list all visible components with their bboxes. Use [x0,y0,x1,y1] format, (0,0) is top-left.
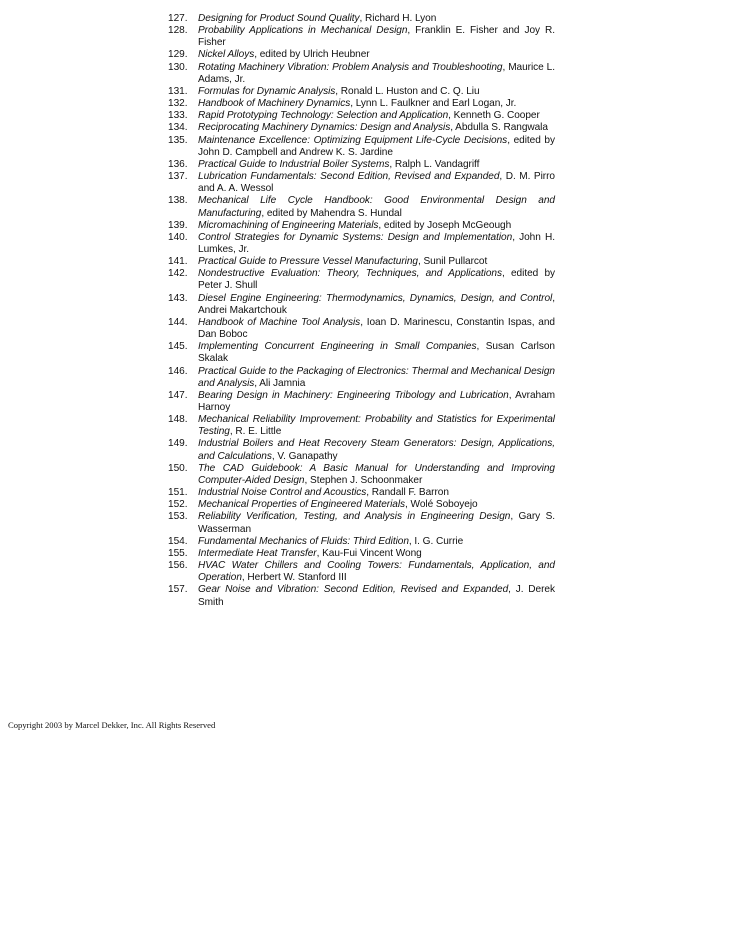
book-authors: , John H. Lumkes, Jr. [198,231,555,255]
book-title: Implementing Concurrent Engineering in Small Companies [198,341,477,353]
book-title: Reciprocating Machinery Dynamics: Design and Analysis [198,122,451,134]
book-authors: , Ralph L. Vandagriff [389,158,480,170]
list-item [163,341,555,365]
entry-number: 136. [168,158,188,170]
book-series-list [163,13,555,609]
book-authors: , Herbert W. Stanford III [241,572,347,584]
book-title: Maintenance Excellence: Optimizing Equipment Life-Cycle Decisions [198,134,508,146]
list-item [163,256,555,268]
book-authors: , Randall F. Barron [366,487,449,499]
list-item [163,135,555,159]
list-item [163,25,555,49]
copyright-notice: Copyright 2003 by Marcel Dekker, Inc. All Rights Reserved [8,720,216,730]
list-item [163,98,555,110]
book-authors: , edited by John D. Campbell and Andrew K. S. Jardine [198,134,555,158]
book-title: Bearing Design in Machinery: Engineering Tribology and Lubrication [198,389,509,401]
list-item [163,220,555,232]
book-authors: , D. M. Pirro and A. A. Wessol [198,171,555,195]
book-title: Handbook of Machinery Dynamics [198,98,351,110]
book-authors: , V. Ganapathy [271,450,338,462]
list-item [163,511,555,535]
list-item [163,110,555,122]
entry-number: 142. [168,268,188,280]
book-authors: , Susan Carlson Skalak [198,341,555,365]
book-authors: , Gary S. Wasserman [198,511,555,535]
book-authors: , Sunil Pullarcot [417,256,488,268]
book-title: Formulas for Dynamic Analysis [198,85,336,97]
book-authors: , Wolé Soboyejo [405,499,478,511]
list-item [163,171,555,195]
book-authors: , Ronald L. Huston and C. Q. Liu [335,85,480,97]
list-item [163,366,555,390]
book-authors: , Abdulla S. Rangwala [450,122,548,134]
book-authors: , J. Derek Smith [198,584,555,608]
list-item [163,487,555,499]
book-title: Diesel Engine Engineering: Thermodynamics, Dynamics, Design, and Control [198,292,553,304]
book-authors: , Kau-Fui Vincent Wong [316,547,422,559]
book-title: Rapid Prototyping Technology: Selection and Application [198,110,449,122]
entry-number: 156. [168,560,188,572]
book-authors: , edited by Peter J. Shull [198,268,555,292]
list-item [163,293,555,317]
list-item [163,438,555,462]
book-title: Control Strategies for Dynamic Systems: Design and Implementation [198,231,513,243]
entry-number: 153. [168,511,188,523]
book-authors: , Avraham Harnoy [198,389,556,413]
book-authors: , Maurice L. Adams, Jr. [198,61,555,85]
book-title: Reliability Verification, Testing, and Analysis in Engineering Design [198,511,511,523]
book-title: Mechanical Life Cycle Handbook: Good Environmental Design and Manufacturing [198,195,555,219]
list-item [163,463,555,487]
entry-number: 132. [168,98,188,110]
entry-number: 134. [168,122,188,134]
entry-number: 148. [168,414,188,426]
entry-number: 131. [168,85,188,97]
book-title: HVAC Water Chillers and Cooling Towers: Fundamentals, Application, and Operation [198,560,555,584]
book-title: Practical Guide to Pressure Vessel Manufacturing [198,256,418,268]
book-authors: , edited by Joseph McGeough [378,219,512,231]
book-authors: , R. E. Little [229,426,282,438]
entry-number: 151. [168,487,188,499]
book-authors: , Ioan D. Marinescu, Constantin Ispas, and Dan Boboc [198,316,555,341]
list-item [163,122,555,134]
book-title: Lubrication Fundamentals: Second Edition, Revised and Expanded [198,171,500,183]
list-item [163,13,555,25]
book-authors: , Kenneth G. Cooper [448,110,540,122]
book-title: Nickel Alloys [198,49,255,61]
list-item [163,560,555,584]
book-authors: , Ali Jamnia [254,377,306,389]
entry-number: 138. [168,195,188,207]
book-title: Rotating Machinery Vibration: Problem Analysis and Troubleshooting [198,61,503,73]
list-item [163,390,555,414]
book-title: Micromachining of Engineering Materials [198,219,379,231]
entry-number: 137. [168,171,188,183]
list-item [163,584,555,608]
book-title: Intermediate Heat Transfer [198,547,317,559]
book-title: Practical Guide to the Packaging of Electronics: Thermal and Mechanical Design and Analysis [198,365,555,389]
entry-number: 135. [168,134,188,146]
book-title: Handbook of Machine Tool Analysis [198,316,361,328]
list-item [163,49,555,61]
list-item [163,268,555,292]
list-item [163,159,555,171]
entry-number: 129. [168,49,188,61]
book-title: Mechanical Properties of Engineered Materials [198,499,406,511]
entry-number: 150. [168,462,188,474]
entry-number: 127. [168,13,188,24]
entry-number: 157. [168,584,188,596]
book-title: Gear Noise and Vibration: Second Edition, Revised and Expanded [198,584,509,596]
book-authors: , Franklin E. Fisher and Joy R. Fisher [198,25,555,49]
entry-number: 144. [168,316,188,328]
book-title: Industrial Noise Control and Acoustics [198,487,367,499]
list-item [163,62,555,86]
entry-number: 139. [168,219,188,231]
book-title: Mechanical Reliability Improvement: Probability and Statistics for Experimental Testing [198,414,555,438]
book-authors: , Richard H. Lyon [359,13,437,24]
entry-number: 143. [168,292,188,304]
book-title: Designing for Product Sound Quality [198,13,360,24]
entry-number: 141. [168,256,188,268]
entry-number: 140. [168,231,188,243]
entry-number: 146. [168,365,188,377]
book-title: Industrial Boilers and Heat Recovery Steam Generators: Design, Applications, and Calculations [198,438,555,462]
list-item [163,195,555,219]
book-title: Probability Applications in Mechanical Design [198,25,408,37]
book-authors: , edited by Ulrich Heubner [254,49,370,61]
book-authors: , Lynn L. Faulkner and Earl Logan, Jr. [350,98,517,110]
entry-number: 128. [168,25,188,37]
book-title: Nondestructive Evaluation: Theory, Techniques, and Applications [198,268,502,280]
book-title: The CAD Guidebook: A Basic Manual for Understanding and Improving Computer-Aided Design [198,462,555,486]
entry-number: 152. [168,499,188,511]
entry-number: 147. [168,389,188,401]
list-item [163,86,555,98]
book-title: Fundamental Mechanics of Fluids: Third Edition [198,535,409,547]
entry-number: 130. [168,61,188,73]
book-title: Practical Guide to Industrial Boiler Systems [198,158,390,170]
book-authors: , Andrei Makartchouk [198,292,555,316]
list-item [163,499,555,511]
list-item [163,548,555,560]
entry-number: 154. [168,535,188,547]
entry-number: 133. [168,110,188,122]
book-authors: , I. G. Currie [408,535,464,547]
entry-number: 149. [168,438,188,450]
list-item [163,536,555,548]
entry-number: 145. [168,341,188,353]
book-authors: , Stephen J. Schoonmaker [304,474,423,486]
list-item [163,317,555,341]
entry-number: 155. [168,547,188,559]
list-item [163,232,555,256]
book-authors: , edited by Mahendra S. Hundal [261,207,402,219]
list-item [163,414,555,438]
